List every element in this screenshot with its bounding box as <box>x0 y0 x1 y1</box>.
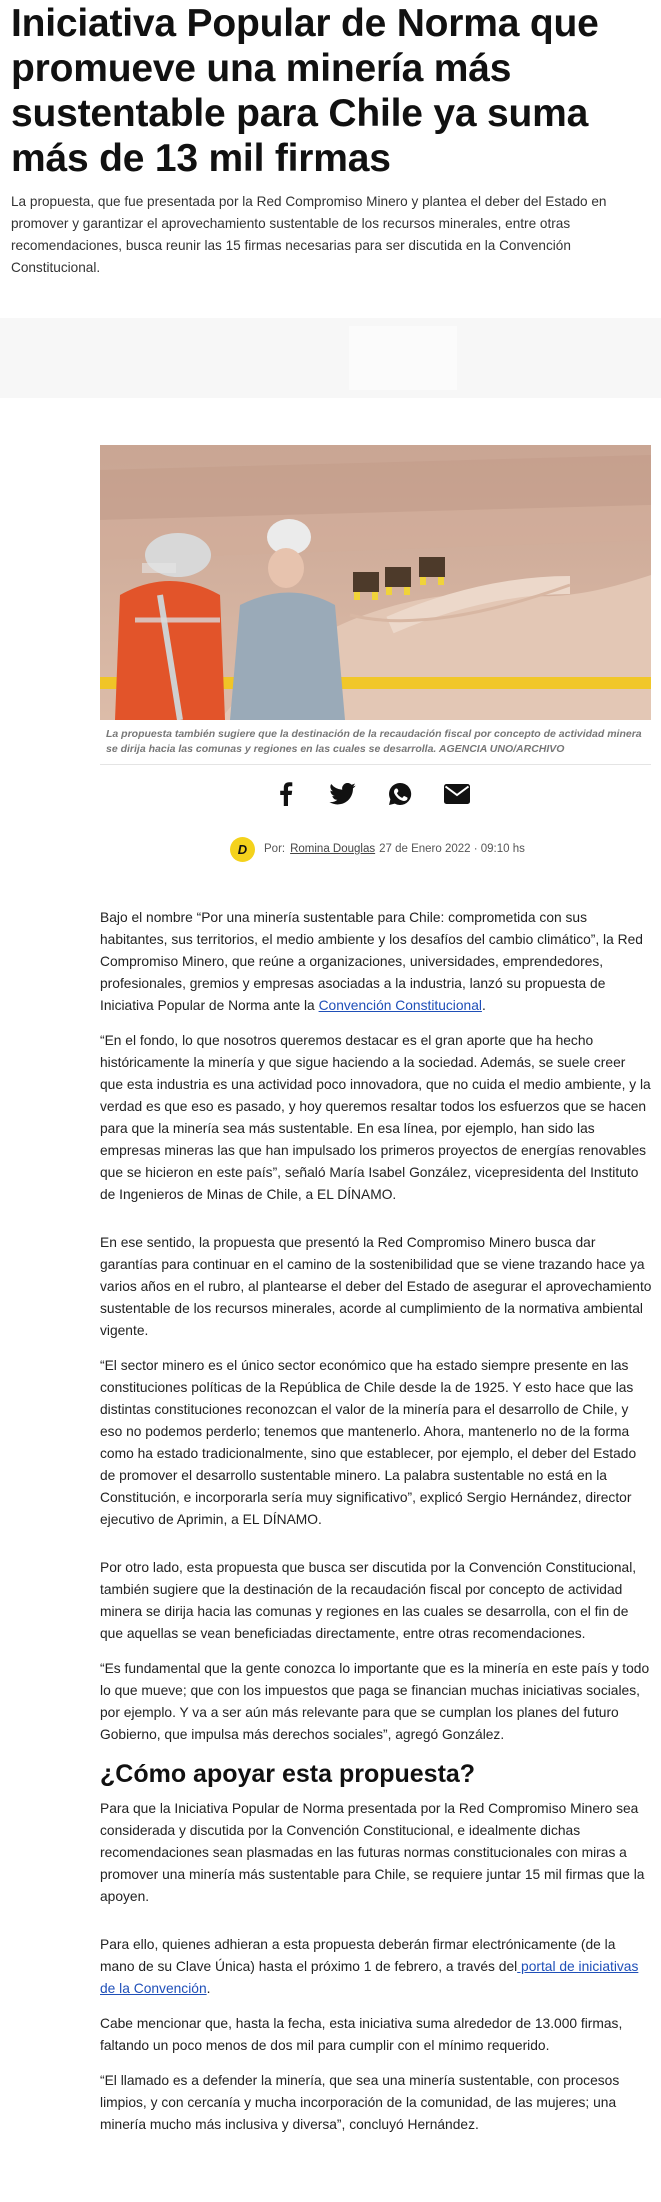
share-bar <box>270 776 490 812</box>
author-avatar: D <box>230 837 255 862</box>
paragraph: Para ello, quienes adhieran a esta propuesta deberán firmar electrónicamente (de la mano de su Clave Única) hasta el próximo 1 de febrero, a través del portal de iniciativas de la Convención. <box>100 1937 639 1996</box>
ad-slot <box>349 326 457 390</box>
paragraph: En ese sentido, la propuesta que presentó la Red Compromiso Minero busca dar garantías para continuar en el camino de la sostenibilidad que se viene trazando hace ya varios años en el rubro, al plantearse el deber del Estado de asegurar el aprovechamiento sustentable de los recursos minerales, acorde al cumplimiento de la normativa ambiental vigente. <box>100 1235 652 1338</box>
twitter-icon[interactable] <box>327 779 358 810</box>
paragraph: “El llamado es a defender la minería, que sea una minería sustentable, con procesos limpios, y con cercanía y mucha incorporación de la comunidad, de las mujeres; una minería mucho más inclusiva y diversa”, concluyó Hernández. <box>100 2073 620 2132</box>
convencion-link[interactable]: Convención Constitucional <box>318 998 482 1013</box>
whatsapp-icon[interactable] <box>384 779 415 810</box>
author-link[interactable]: Romina Douglas <box>290 843 376 855</box>
article-body <box>100 907 652 2149</box>
byline <box>230 835 525 863</box>
image-caption: La propuesta también sugiere que la destinación de la recaudación fiscal por concepto de actividad minera se dirija hacia las comunas y regiones en las cuales se desarrolla. AGENCIA UNO/ARCHIVO <box>106 728 642 755</box>
divider <box>100 764 651 765</box>
facebook-icon[interactable] <box>270 779 301 810</box>
hero-image <box>100 445 651 720</box>
paragraph: Para que la Iniciativa Popular de Norma presentada por la Red Compromiso Minero sea considerada y discutida por la Convención Constitucional, e idealmente dichas recomendaciones sean plasmadas en las futuras normas constitucionales con miras a promover una minería más sustentable para Chile, se requiere juntar 15 mil firmas que la apoyen. <box>100 1801 645 1904</box>
article-title: Iniciativa Popular de Norma que promueve una minería más sustentable para Chile ya suma más de 13 mil firmas <box>11 2 599 180</box>
email-icon[interactable] <box>441 779 472 810</box>
paragraph: “Es fundamental que la gente conozca lo importante que es la minería en este país y todo lo que mueve; que con los impuestos que paga se financian muchas iniciativas sociales, por ejemplo. Y va a ser aún más relevante para que se cumplan los planes del futuro Gobierno, que impulsa más derechos sociales”, agregó González. <box>100 1661 650 1742</box>
paragraph: “El sector minero es el único sector económico que ha estado siempre presente en las constituciones políticas de la República de Chile desde la de 1925. Y esto hace que las distintas constituciones reconozcan el valor de la minería para el desarrollo de Chile, y eso no podemos perderlo; tenemos que mantenerlo. Ahora, mantenerlo no de la forma como ha estado tradicionalmente, sino que establecer, por ejemplo, el deber del Estado de promover el desarrollo sustentable minero. La palabra sustentable no está en la Constitución, e incorporarla sería muy significativo”, explicó Sergio Hernández, director ejecutivo de Aprimin, a EL DÍNAMO. <box>100 1358 637 1527</box>
section-heading: ¿Cómo apoyar esta propuesta? <box>100 1760 476 1788</box>
paragraph: Bajo el nombre “Por una minería sustentable para Chile: comprometida con sus habitantes, sus territorios, el medio ambiente y los desafíos del cambio climático”, la Red Compromiso Minero, que reúne a organizaciones, universidades, emprendedores, profesionales, gremios y empresas asociadas a la industria, lanzó su propuesta de Iniciativa Popular de Norma ante la Convención Constitucional. <box>100 910 643 1013</box>
publish-date: 27 de Enero 2022 · 09:10 hs <box>379 843 525 855</box>
ad-banner <box>0 318 661 398</box>
paragraph: “En el fondo, lo que nosotros queremos destacar es el gran aporte que ha hecho históricamente la minería y que sigue haciendo a la sociedad. Además, se suele creer que esta industria es una actividad poco innovadora, que no cuida el medio ambiente, y la verdad es que eso es pasado, y hoy queremos resaltar todos los esfuerzos que se hacen para que la minería sea más sustentable. En esa línea, por ejemplo, han sido las empresas mineras las que han impulsado los primeros proyectos de energías renovables que se hicieron en este país”, señaló María Isabel González, vicepresidenta del Instituto de Ingenieros de Minas de Chile, a EL DÍNAMO. <box>100 1033 651 1202</box>
portal-iniciativas-link[interactable]: portal de iniciativas de la Convención <box>100 1959 639 1996</box>
article-lead: La propuesta, que fue presentada por la Red Compromiso Minero y plantea el deber del Estado en promover y garantizar el aprovechamiento sustentable de los recursos minerales, entre otras recomendaciones, busca reunir las 15 firmas necesarias para ser discutida en la Convención Constitucional. <box>11 194 607 275</box>
paragraph: Cabe mencionar que, hasta la fecha, esta iniciativa suma alrededor de 13.000 firmas, faltando un poco menos de dos mil para cumplir con el mínimo requerido. <box>100 2016 623 2053</box>
byline-prefix: Por: <box>264 843 286 855</box>
paragraph: Por otro lado, esta propuesta que busca ser discutida por la Convención Constitucional, también sugiere que la destinación de la recaudación fiscal por concepto de actividad minera se dirija hacia las comunas y regiones en las cuales se desarrolla, con el fin de que aquellas se vean beneficiadas directamente, entre otras recomendaciones. <box>100 1560 637 1641</box>
